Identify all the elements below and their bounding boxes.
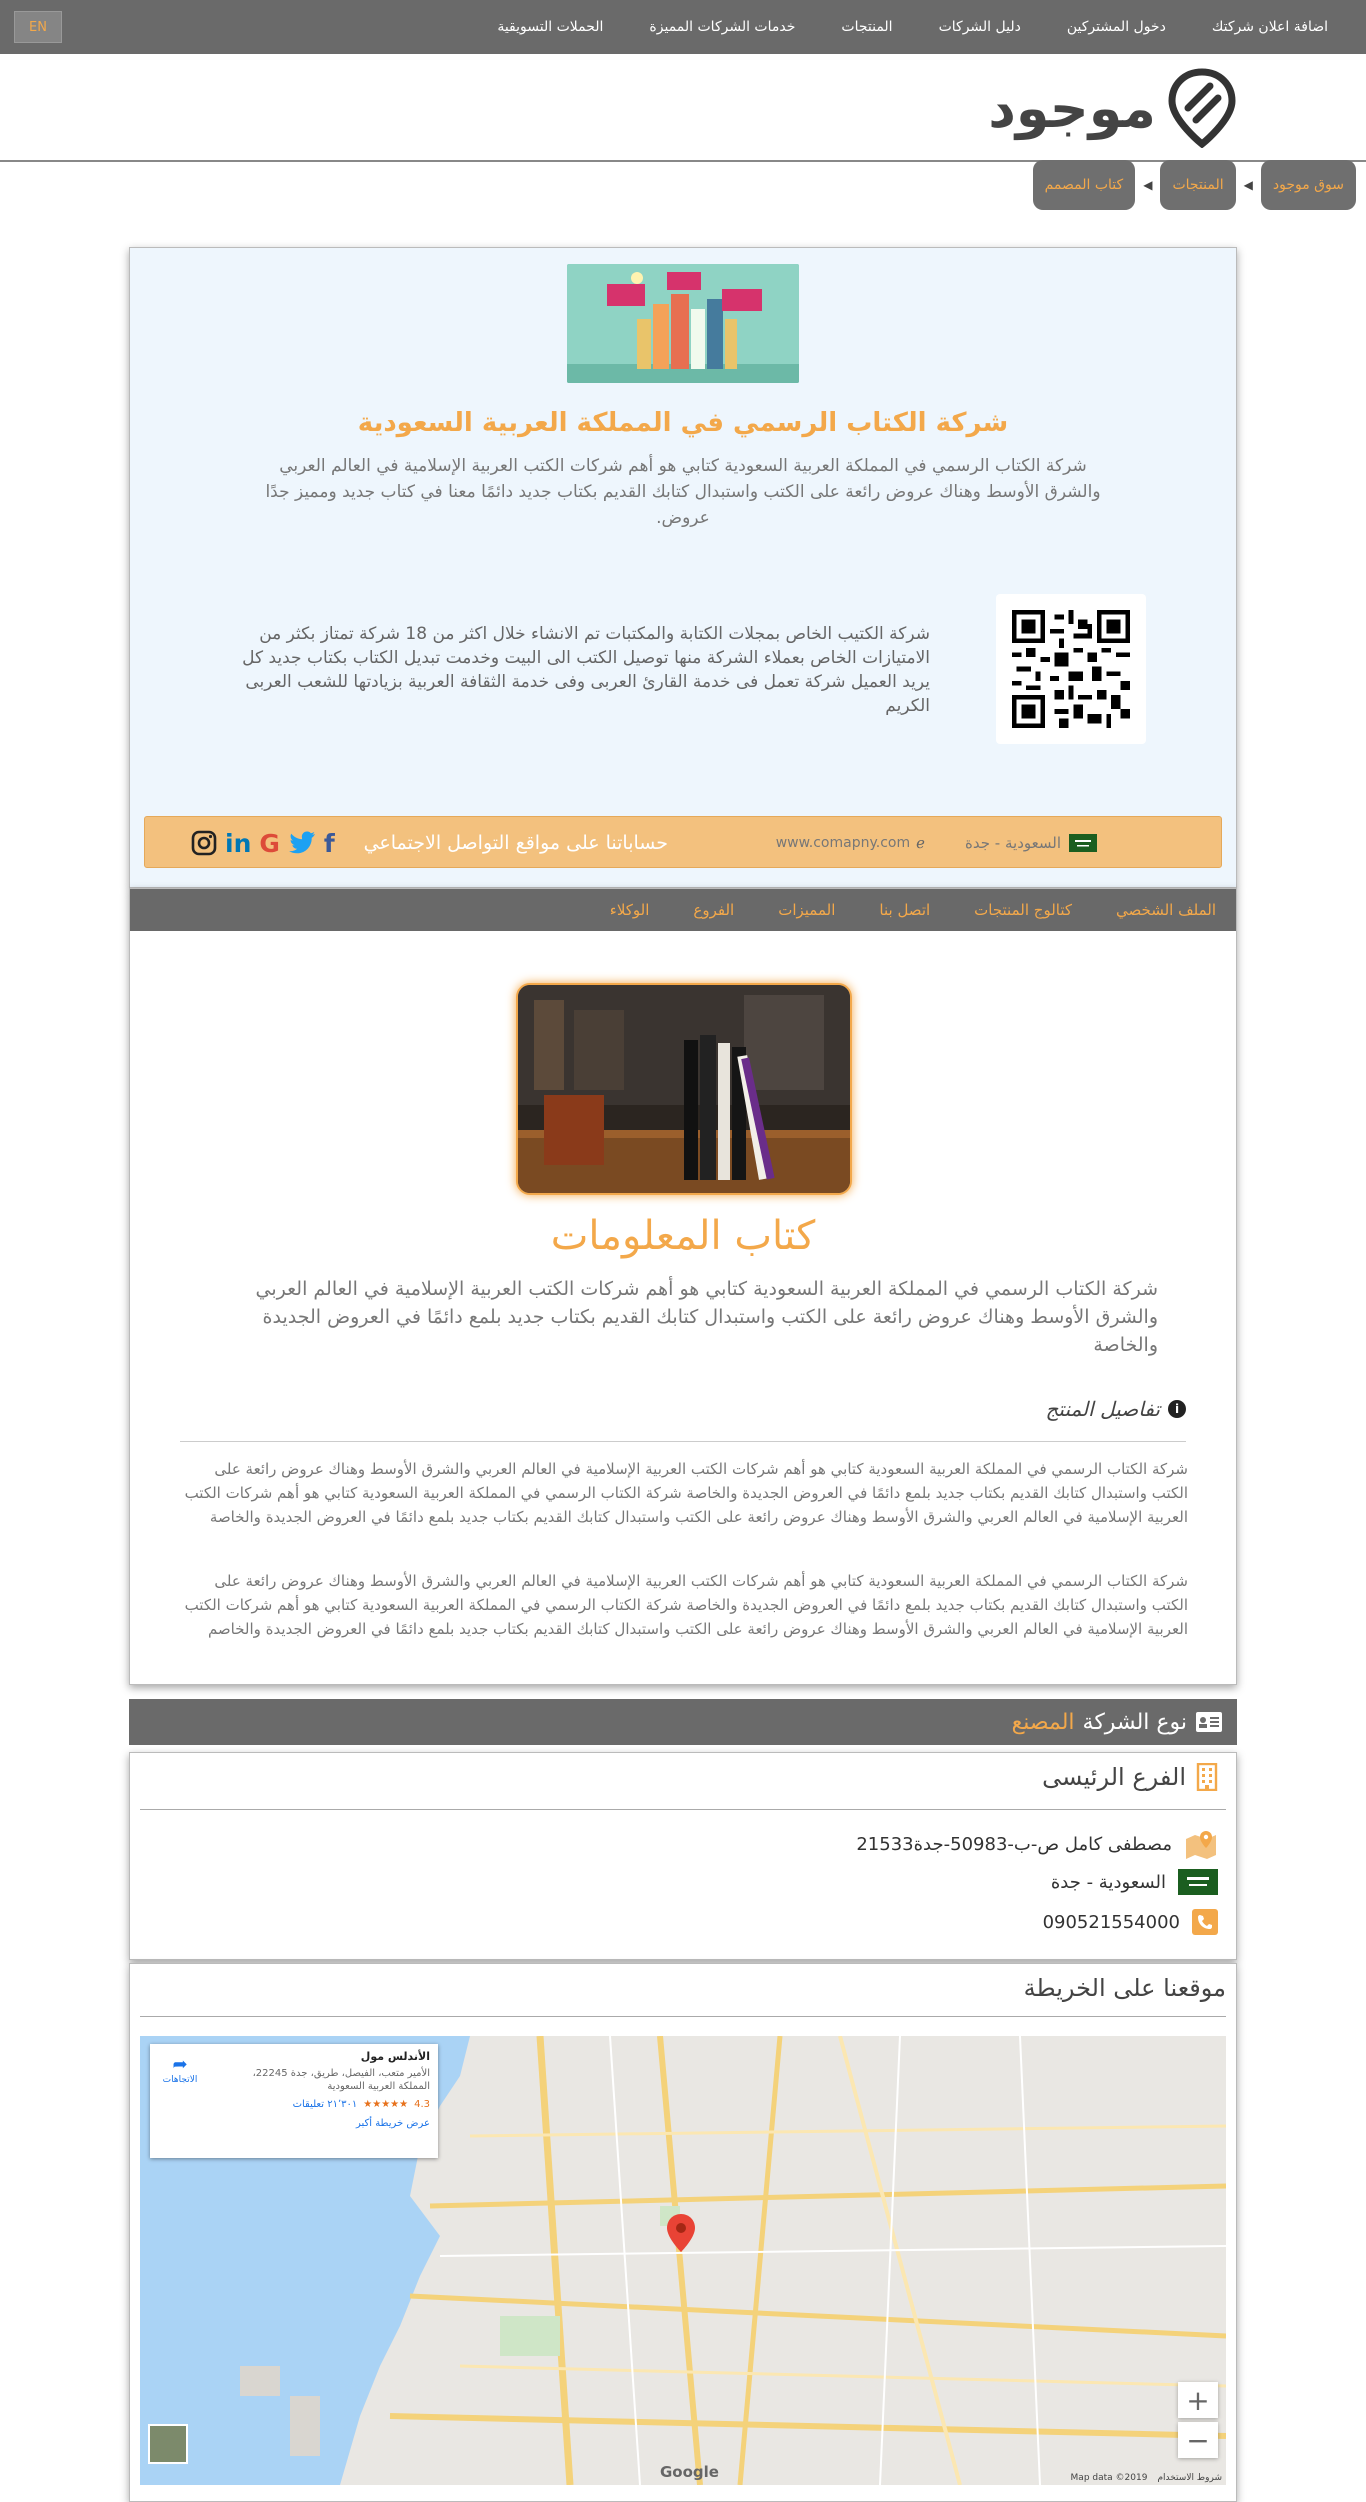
product-panel xyxy=(129,888,1237,1685)
map-panel xyxy=(129,1963,1237,2502)
branch-divider xyxy=(140,1809,1226,1810)
map-data-credit: Map data ©2019 xyxy=(1070,2473,1148,2483)
company-type-label: نوع الشركة xyxy=(1082,1709,1187,1735)
tab-agents[interactable]: الوكلاء xyxy=(609,901,650,919)
directions-icon: ➦ xyxy=(172,2054,188,2075)
qr-code xyxy=(996,594,1146,744)
product-title: كتاب المعلومات xyxy=(550,1213,816,1259)
embedded-map[interactable] xyxy=(140,2036,1226,2485)
linkedin-icon[interactable]: in xyxy=(225,828,252,858)
details-title: تفاصيل المنتج xyxy=(1045,1397,1160,1421)
google-icon[interactable]: G xyxy=(259,828,280,858)
nav-login[interactable]: دخول المشتركين xyxy=(1066,19,1166,35)
top-nav xyxy=(497,0,1328,54)
top-navbar xyxy=(0,0,1366,54)
google-logo: Google xyxy=(660,2463,719,2481)
larger-map-link[interactable]: عرض خريطة أكبر xyxy=(355,2118,430,2129)
branch-country: السعودية - جدة xyxy=(1050,1871,1166,1893)
place-rating-row xyxy=(158,2099,430,2110)
nav-add-company[interactable]: اضافة اعلان شركتك xyxy=(1211,19,1328,35)
directions-button[interactable] xyxy=(160,2054,200,2085)
place-name: الأندلس مول xyxy=(360,2050,430,2063)
id-card-icon xyxy=(1195,1711,1223,1733)
tab-profile[interactable]: الملف الشخصي xyxy=(1116,901,1216,919)
zoom-out-button[interactable]: − xyxy=(1178,2422,1218,2458)
directions-label: الاتجاهات xyxy=(162,2075,198,2085)
breadcrumb-separator-icon: ◀ xyxy=(1143,178,1153,192)
site-logo[interactable] xyxy=(988,68,1238,148)
twitter-icon[interactable] xyxy=(288,831,316,855)
rating-stars-icon: ★★★★★ xyxy=(363,2099,409,2110)
logo-pin-icon xyxy=(1166,68,1238,148)
breadcrumb-products[interactable]: المنتجات xyxy=(1160,160,1235,210)
branch-address: مصطفى كامل ص-ب-50983-جدة21533 xyxy=(856,1833,1172,1855)
branch-title: الفرع الرئيسى xyxy=(1042,1763,1186,1791)
tab-branches[interactable]: الفروع xyxy=(693,901,735,919)
company-description: شركة الكتاب الرسمي في المملكة العربية السعودية كتابي هو أهم شركات الكتب العربية الإسلامية في العالم العربي والشرق الأوسط وهناك عروض رائعة على الكتب واستبدال كتابك القديم بكتاب جديد دائمًا معنا في كتاب جديد ومميز جدًا عروض. xyxy=(265,456,1101,528)
place-address: الأمير متعب، الفيصل، طريق، جدة 22245، المملكة العربية السعودية xyxy=(252,2068,430,2092)
website-url[interactable]: www.comapny.com xyxy=(775,835,911,851)
nav-premium[interactable]: خدمات الشركات المميزة xyxy=(649,19,796,35)
map-attribution xyxy=(1071,2473,1222,2483)
tab-contact[interactable]: اتصل بنا xyxy=(879,901,931,919)
map-terms[interactable]: شروط الاستخدام xyxy=(1157,2473,1222,2483)
zoom-in-button[interactable]: + xyxy=(1178,2382,1218,2418)
language-button[interactable]: EN xyxy=(14,11,62,43)
product-image xyxy=(516,983,852,1195)
nav-campaigns[interactable]: الحملات التسويقية xyxy=(497,19,604,35)
place-reviews[interactable]: ٢١٬٣٠١ تعليقات xyxy=(292,2099,358,2110)
product-details-paragraph: شركة الكتاب الرسمي في المملكة العربية السعودية كتابي هو أهم شركات الكتب العربية الإسلامية في العالم العربي والشرق الأوسط وهناك عروض رائعة على الكتب واستبدال كتابك القديم بكتاب جديد بلمع دائمًا في العروض الجديدة والخاصة شركة الكتاب الرسمي في المملكة العربية السعودية كتابي هو أهم شركات الكتب العربية الإسلامية في العالم العربي والشرق الأوسط وهناك عروض رائعة على الكتب واستبدال كتابك القديم بكتاب جديد بلمع دائمًا في العروض الجديدة والخاصم xyxy=(184,1572,1188,1638)
building-icon xyxy=(1196,1763,1218,1791)
branch-country-row xyxy=(1051,1869,1218,1895)
info-icon: i xyxy=(1168,1400,1186,1418)
details-divider xyxy=(180,1441,1186,1442)
product-description: شركة الكتاب الرسمي في المملكة العربية السعودية كتابي هو أهم شركات الكتب العربية الإسلامية في العالم العربي والشرق الأوسط وهناك عروض رائعة على الكتب واستبدال كتابك القديم بكتاب جديد بلمع دائمًا في العروض الجديدة والخاصة xyxy=(255,1278,1158,1356)
social-label: حساباتنا على مواقع التواصل الاجتماعي xyxy=(363,832,668,854)
logo-text: موجود xyxy=(988,76,1156,140)
company-location xyxy=(965,817,1097,869)
company-website[interactable] xyxy=(776,817,925,869)
saudi-flag-icon xyxy=(1069,834,1097,852)
company-banner-image xyxy=(567,264,799,383)
satellite-toggle[interactable] xyxy=(148,2424,188,2464)
product-details-heading xyxy=(1046,1397,1187,1421)
branch-phone[interactable]: 090521554000 xyxy=(1042,1911,1180,1933)
facebook-icon[interactable]: f xyxy=(323,828,335,858)
tab-features[interactable]: المميزات xyxy=(778,901,836,919)
breadcrumb-separator-icon: ◀ xyxy=(1243,178,1253,192)
instagram-icon[interactable] xyxy=(191,830,217,856)
site-header xyxy=(0,54,1366,162)
branch-address-row xyxy=(856,1829,1218,1859)
company-type-bar xyxy=(129,1699,1237,1745)
branch-heading xyxy=(1042,1763,1218,1791)
saudi-flag-icon xyxy=(1178,1869,1218,1895)
internet-explorer-icon: ℯ xyxy=(916,834,925,852)
product-details-paragraph: شركة الكتاب الرسمي في المملكة العربية السعودية كتابي هو أهم شركات الكتب العربية الإسلامية في العالم العربي والشرق الأوسط وهناك عروض رائعة على الكتب واستبدال كتابك القديم بكتاب جديد بلمع دائمًا في العروض الجديدة والخاصة شركة الكتاب الرسمي في المملكة العربية السعودية كتابي هو أهم شركات الكتب العربية الإسلامية في العالم العربي والشرق الأوسط وهناك عروض رائعة على الكتب واستبدال كتابك القديم بكتاب جديد بلمع دائمًا في العروض الجديدة والخاصة xyxy=(184,1460,1188,1526)
profile-tabs xyxy=(610,889,1216,931)
map-marker-icon xyxy=(1184,1829,1218,1859)
nav-directory[interactable]: دليل الشركات xyxy=(938,19,1021,35)
breadcrumb xyxy=(1033,160,1356,210)
company-type-value: المصنع xyxy=(1011,1709,1075,1735)
contact-bar xyxy=(144,816,1222,868)
phone-icon xyxy=(1192,1909,1218,1935)
branch-phone-row xyxy=(1043,1909,1218,1935)
map-heading: موقعنا على الخريطة xyxy=(1023,1974,1226,2002)
company-about: شركة الكتيب الخاص بمجلات الكتابة والمكتبات تم الانشاء خلال اكثر من 18 شركة تمتاز بكثر من الامتيازات الخاص بعملاء الشركة منها توصيل الكتب الى البيت وخدمت تبديل الكتاب بكتاب جديد كل يريد العميل شركة تعمل فى خدمة القارئ العربى وفى خدمة الثقافة العربية بزيادتها للشعب العربى الكريم xyxy=(242,624,930,716)
company-title: شركة الكتاب الرسمي في المملكة العربية السعودية xyxy=(357,408,1009,438)
place-info-card xyxy=(150,2044,438,2158)
company-profile-panel xyxy=(129,247,1237,888)
breadcrumb-home[interactable]: سوق موجود xyxy=(1261,160,1356,210)
qr-code-icon xyxy=(1012,610,1130,728)
map-divider xyxy=(140,2016,1226,2017)
place-rating: 4.3 xyxy=(414,2099,430,2110)
company-country: السعودية - جدة xyxy=(965,834,1061,852)
main-branch-panel xyxy=(129,1752,1237,1960)
profile-tabs-bar xyxy=(130,889,1236,931)
breadcrumb-current[interactable]: كتاب المصمم xyxy=(1033,160,1136,210)
tab-catalog[interactable]: كتالوج المنتجات xyxy=(974,901,1073,919)
nav-products[interactable]: المنتجات xyxy=(841,19,893,35)
social-icons xyxy=(191,817,335,869)
company-type xyxy=(1012,1699,1223,1745)
